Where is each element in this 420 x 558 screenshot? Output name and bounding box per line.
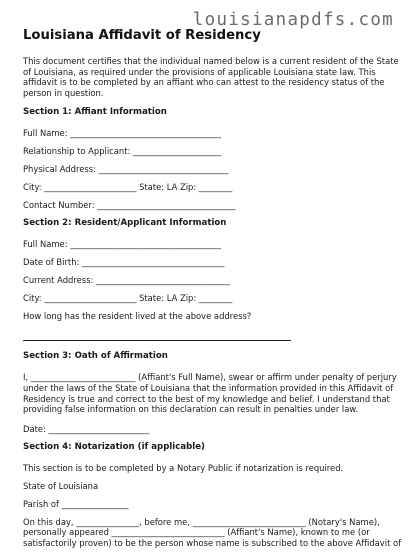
affiant-city-state-zip-field[interactable]: City: ______________________ State: LA Zip: ________ <box>23 182 233 193</box>
affidavit-document <box>23 28 403 558</box>
section-4-title: Section 4: Notarization (if applicable) <box>23 441 205 452</box>
how-long-answer-line[interactable] <box>23 340 291 341</box>
relationship-field[interactable]: Relationship to Applicant: _____________________ <box>23 146 221 157</box>
watermark: louisianapdfs.com <box>192 10 394 30</box>
notary-paragraph: On this day, _______________, before me, ___________________________ (Notary's Name), personally appeared ___________________________ (Affiant's Name), known to me (or satisfactorily proven) to be the person whose name is subscribed to the above Affidavit of <box>23 516 402 548</box>
current-address-field[interactable]: Current Address: ________________________________ <box>23 275 230 286</box>
physical-address-field[interactable]: Physical Address: _______________________________ <box>23 164 229 175</box>
affiant-full-name-field[interactable]: Full Name: ____________________________________ <box>23 128 221 139</box>
resident-full-name-field[interactable]: Full Name: ____________________________________ <box>23 239 221 250</box>
notary-instruction: This section is to be completed by a Notary Public if notarization is required. <box>23 462 344 473</box>
contact-number-field[interactable]: Contact Number: _________________________________ <box>23 200 236 211</box>
intro-paragraph: This document certifies that the individual named below is a current resident of the State of Louisiana, as required under the provisions of applicable Louisiana state law. This affidavit is to be completed by an affiant who can attest to the residency status of the person in question. <box>23 56 399 98</box>
oath-paragraph: I, _________________________ (Affiant's Full Name), swear or affirm under penalty of perjury under the laws of the State of Louisiana that the information provided in this Affidavit of Residency is true and correct to the best of my knowledge and belief. I understand that providing false information on this declaration can result in penalties under law. <box>23 372 397 415</box>
date-of-birth-field[interactable]: Date of Birth: __________________________________ <box>23 257 225 268</box>
section-1-title: Section 1: Affiant Information <box>23 107 167 118</box>
section-2-title: Section 2: Resident/Applicant Information <box>23 218 227 229</box>
oath-date-field[interactable]: Date: ________________________ <box>23 423 150 434</box>
parish-field[interactable]: Parish of ________________ <box>23 498 129 509</box>
how-long-question: How long has the resident lived at the above address? <box>23 311 252 322</box>
resident-city-state-zip-field[interactable]: City: ______________________ State: LA Zip: ________ <box>23 293 233 304</box>
document-title: Louisiana Affidavit of Residency <box>23 28 261 43</box>
section-3-title: Section 3: Oath of Affirmation <box>23 351 168 362</box>
state-of-louisiana: State of Louisiana <box>23 480 99 491</box>
